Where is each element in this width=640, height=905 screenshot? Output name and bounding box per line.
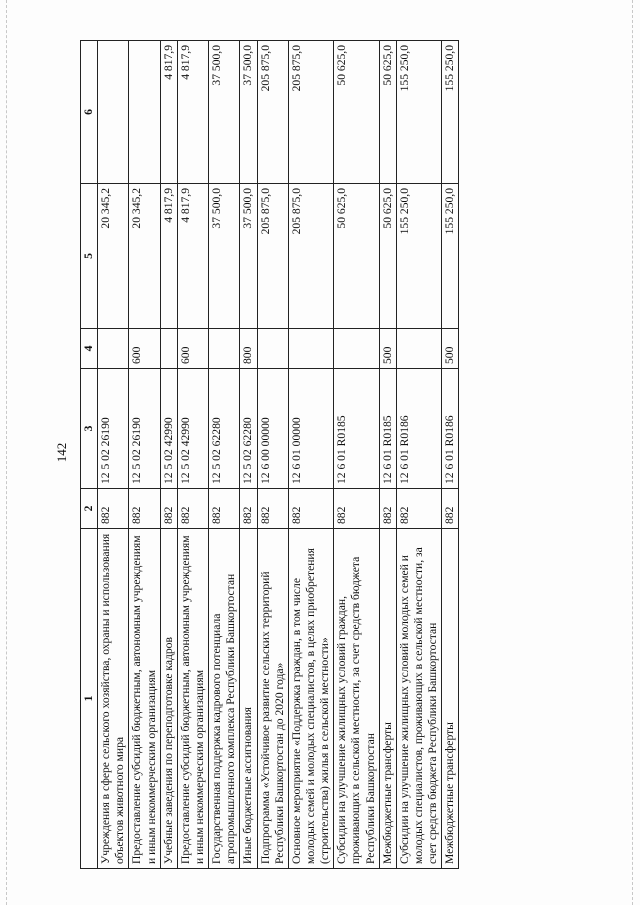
- row-amount-year1-cell: 4 817,9: [160, 184, 177, 329]
- row-amount-year2-cell: 205 875,0: [257, 41, 288, 184]
- row-expense-type-cell: [209, 329, 240, 369]
- table-header: [81, 41, 98, 869]
- table-row: [240, 41, 257, 869]
- row-ministry-code-cell: 882: [209, 489, 240, 529]
- row-amount-year2-cell: [98, 41, 129, 184]
- row-ministry-code-cell: 882: [288, 489, 333, 529]
- header-col-4: 4: [81, 329, 98, 369]
- row-expense-type-cell: [257, 329, 288, 369]
- row-amount-year2-cell: 155 250,0: [442, 41, 459, 184]
- row-name-cell: Субсидии на улучшение жилищных условий молодых семей и молодых специалистов, проживающих в сельской местности, за счет средств бюджета Республики Башкортостан: [396, 529, 441, 869]
- row-ministry-code-cell: 882: [129, 489, 160, 529]
- row-amount-year1-cell: 20 345,2: [98, 184, 129, 329]
- row-expense-type-cell: 800: [240, 329, 257, 369]
- row-target-article-cell: 12 5 02 26190: [98, 369, 129, 489]
- row-amount-year2-cell: 155 250,0: [396, 41, 441, 184]
- row-target-article-cell: 12 5 02 42990: [160, 369, 177, 489]
- header-row: [81, 41, 98, 869]
- row-ministry-code-cell: 882: [257, 489, 288, 529]
- row-expense-type-cell: 600: [177, 329, 208, 369]
- row-target-article-cell: 12 6 01 R0185: [334, 369, 379, 489]
- budget-table: [80, 40, 459, 869]
- row-name-cell: Предоставление субсидий бюджетным, автономным учреждениям и иным некоммерческим организациям: [129, 529, 160, 869]
- row-target-article-cell: 12 5 02 62280: [240, 369, 257, 489]
- row-expense-type-cell: [160, 329, 177, 369]
- row-ministry-code-cell: 882: [98, 489, 129, 529]
- row-ministry-code-cell: 882: [396, 489, 441, 529]
- table-row: [396, 41, 441, 869]
- row-name-cell: Государственная поддержка кадрового потенциала агропромышленного комплекса Республики Башкортостан: [209, 529, 240, 869]
- row-amount-year2-cell: 50 625,0: [334, 41, 379, 184]
- row-ministry-code-cell: 882: [160, 489, 177, 529]
- row-ministry-code-cell: 882: [177, 489, 208, 529]
- row-target-article-cell: 12 6 01 R0186: [396, 369, 441, 489]
- row-amount-year2-cell: 50 625,0: [379, 41, 396, 184]
- row-ministry-code-cell: 882: [334, 489, 379, 529]
- row-ministry-code-cell: 882: [240, 489, 257, 529]
- row-target-article-cell: 12 5 02 42990: [177, 369, 208, 489]
- header-col-5: 5: [81, 184, 98, 329]
- header-col-6: 6: [81, 41, 98, 184]
- row-amount-year1-cell: 20 345,2: [129, 184, 160, 329]
- row-name-cell: Межбюджетные трансферты: [379, 529, 396, 869]
- row-expense-type-cell: [98, 329, 129, 369]
- row-amount-year1-cell: 205 875,0: [288, 184, 333, 329]
- row-amount-year1-cell: 4 817,9: [177, 184, 208, 329]
- table-row: [177, 41, 208, 869]
- row-target-article-cell: 12 6 00 00000: [257, 369, 288, 489]
- row-name-cell: Субсидии на улучшение жилищных условий граждан, проживающих в сельской местности, за счет средств бюджета Республики Башкортостан: [334, 529, 379, 869]
- row-amount-year2-cell: 37 500,0: [209, 41, 240, 184]
- row-expense-type-cell: [288, 329, 333, 369]
- row-amount-year1-cell: 205 875,0: [257, 184, 288, 329]
- row-amount-year1-cell: 50 625,0: [379, 184, 396, 329]
- row-amount-year2-cell: 4 817,9: [160, 41, 177, 184]
- row-name-cell: Иные бюджетные ассигнования: [240, 529, 257, 869]
- row-expense-type-cell: [396, 329, 441, 369]
- scan-edge-top: [6, 0, 7, 905]
- row-target-article-cell: 12 5 02 26190: [129, 369, 160, 489]
- scan-edge-bottom: [632, 0, 633, 905]
- table-row: [379, 41, 396, 869]
- row-target-article-cell: 12 6 01 R0185: [379, 369, 396, 489]
- row-amount-year1-cell: 155 250,0: [442, 184, 459, 329]
- header-col-2: 2: [81, 489, 98, 529]
- row-amount-year2-cell: 4 817,9: [177, 41, 208, 184]
- row-expense-type-cell: [334, 329, 379, 369]
- row-amount-year1-cell: 37 500,0: [209, 184, 240, 329]
- table-row: [334, 41, 379, 869]
- table-body: [98, 41, 459, 869]
- row-amount-year1-cell: 155 250,0: [396, 184, 441, 329]
- row-amount-year1-cell: 37 500,0: [240, 184, 257, 329]
- row-ministry-code-cell: 882: [442, 489, 459, 529]
- table-row: [257, 41, 288, 869]
- row-expense-type-cell: 600: [129, 329, 160, 369]
- row-name-cell: Основное мероприятие «Поддержка граждан, в том числе молодых семей и молодых специалистов, в целях приобретения (строительства) жилья в сельской местности»: [288, 529, 333, 869]
- row-name-cell: Подпрограмма «Устойчивое развитие сельских территорий Республики Башкортостан до 2020 года»: [257, 529, 288, 869]
- row-expense-type-cell: 500: [379, 329, 396, 369]
- row-ministry-code-cell: 882: [379, 489, 396, 529]
- row-target-article-cell: 12 6 01 R0186: [442, 369, 459, 489]
- row-expense-type-cell: 500: [442, 329, 459, 369]
- row-name-cell: Учебные заведения по переподготовке кадров: [160, 529, 177, 869]
- table-row: [160, 41, 177, 869]
- row-name-cell: Учреждения в сфере сельского хозяйства, охраны и использования объектов животного мира: [98, 529, 129, 869]
- page-number: 142: [54, 442, 69, 463]
- row-amount-year2-cell: 205 875,0: [288, 41, 333, 184]
- table-row: [442, 41, 459, 869]
- header-col-1: 1: [81, 529, 98, 869]
- header-col-3: 3: [81, 369, 98, 489]
- table-row: [209, 41, 240, 869]
- row-amount-year2-cell: 37 500,0: [240, 41, 257, 184]
- row-name-cell: Предоставление субсидий бюджетным, автономным учреждениям и иным некоммерческим организациям: [177, 529, 208, 869]
- table-row: [288, 41, 333, 869]
- row-target-article-cell: 12 5 02 62280: [209, 369, 240, 489]
- table-row: [98, 41, 129, 869]
- row-amount-year2-cell: [129, 41, 160, 184]
- row-amount-year1-cell: 50 625,0: [334, 184, 379, 329]
- row-target-article-cell: 12 6 01 00000: [288, 369, 333, 489]
- row-name-cell: Межбюджетные трансферты: [442, 529, 459, 869]
- table-row: [129, 41, 160, 869]
